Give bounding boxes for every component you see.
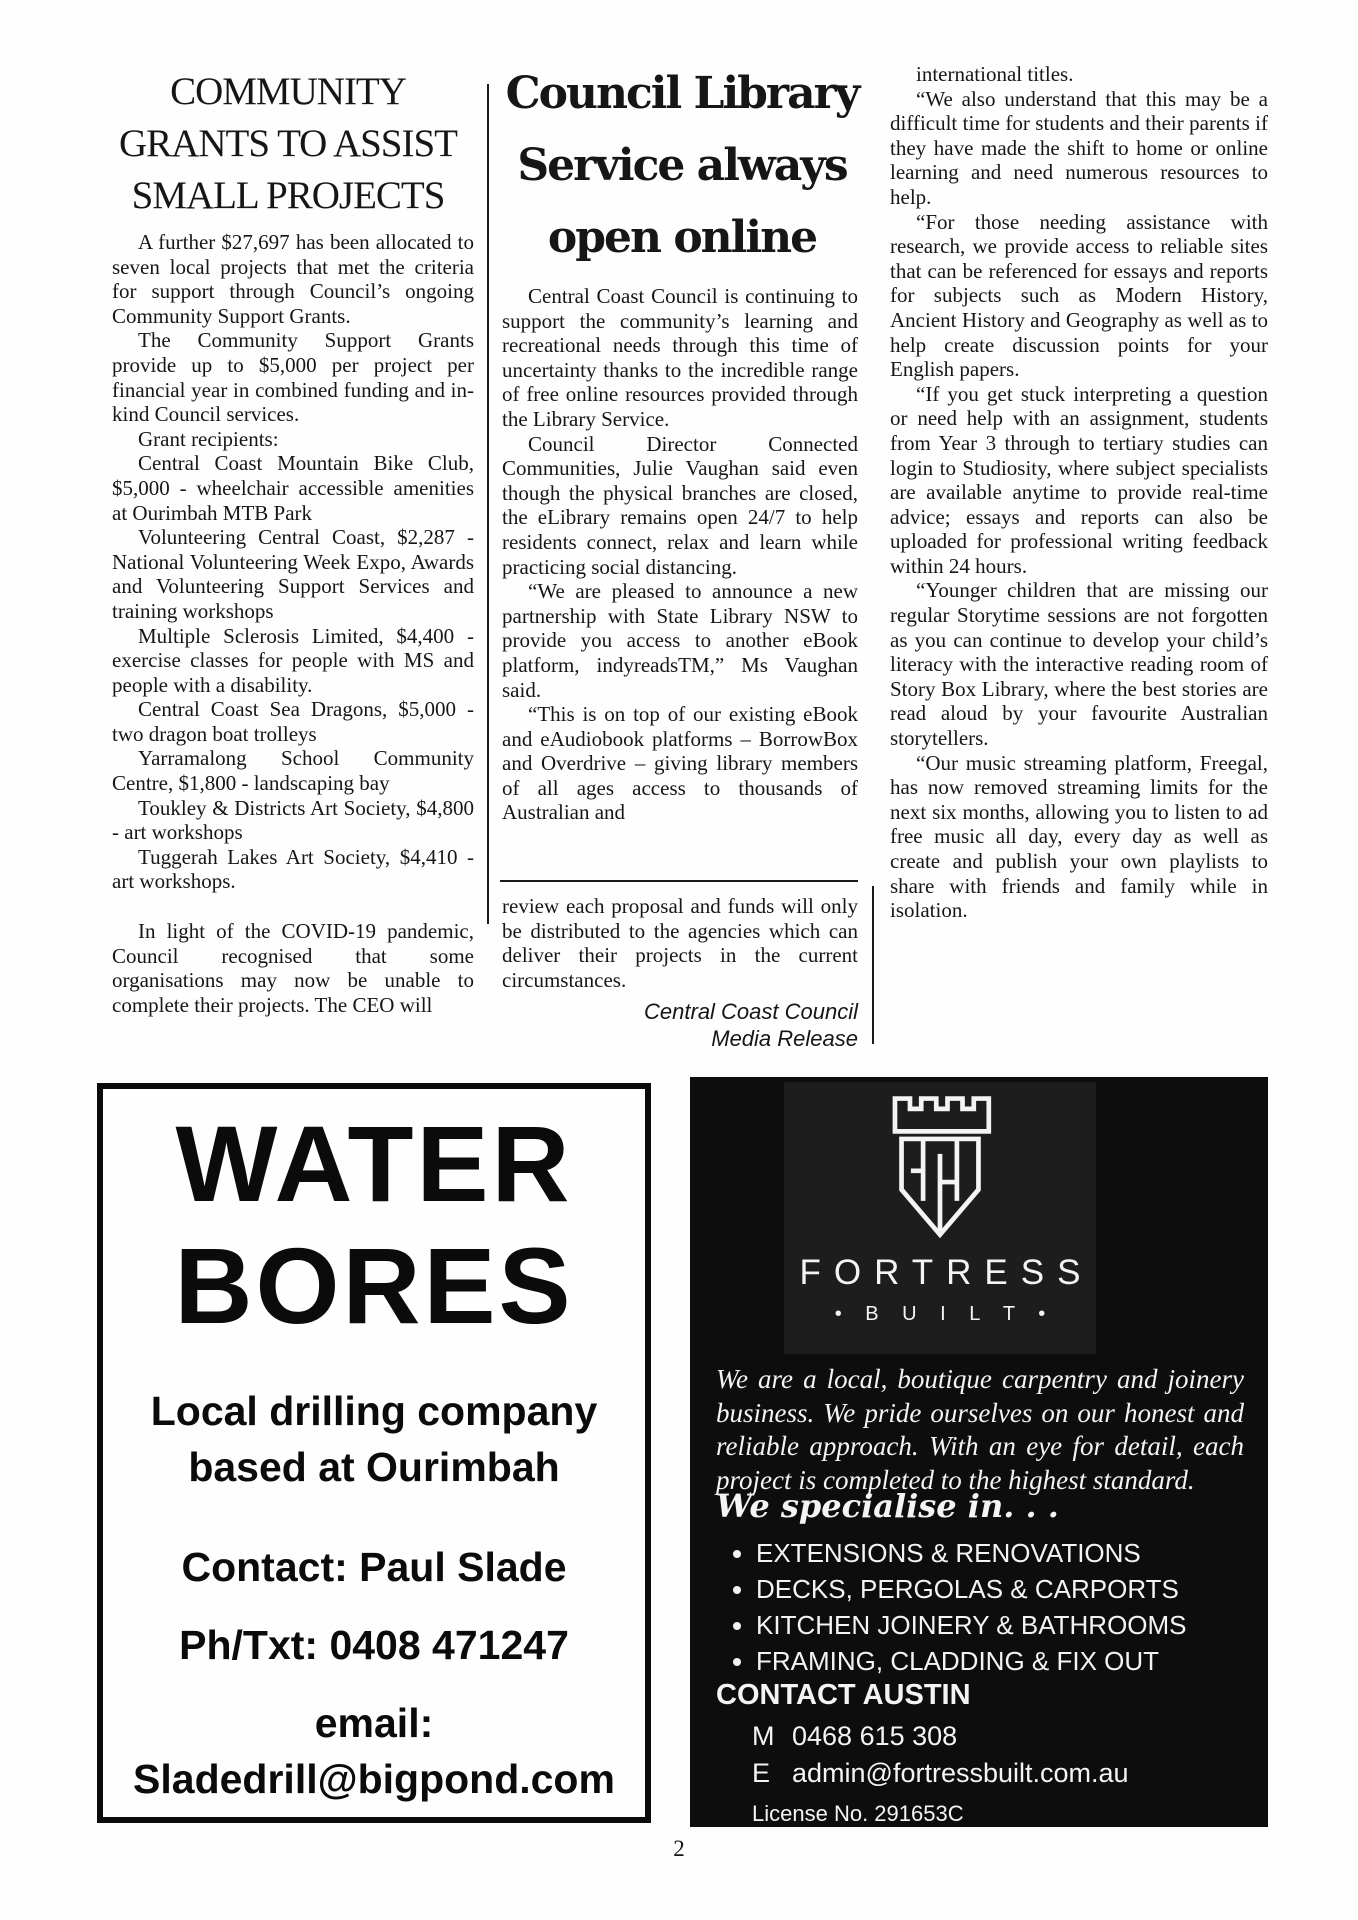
page-number: 2 — [673, 1836, 685, 1861]
fortress-email-line — [752, 1758, 1129, 1789]
article-paragraph: “This is on top of our existing eBook and eAudiobook platforms – BorrowBox and Overdrive – giving library members of all ages access to thousands of Australian and — [502, 702, 858, 825]
fortress-intro-text: We are a local, boutique carpentry and joinery business. We pride ourselves on our honest and reliable approach. With an eye for detail, each project is completed to the highest standard. — [716, 1364, 1244, 1495]
water-bores-phone: Ph/Txt: 0408 471247 — [179, 1622, 569, 1668]
mobile-number: 0468 615 308 — [792, 1721, 958, 1751]
title-line: open online — [547, 212, 817, 263]
service-item: • EXTENSIONS & RENOVATIONS — [756, 1535, 1187, 1571]
title-line: Council Library — [505, 68, 859, 119]
article-paragraph: “We are pleased to announce a new partnership with State Library NSW to provide you access to another eBook platform, indyreadsTM,” Ms Vaughan said. — [502, 579, 858, 702]
article-paragraph: review each proposal and funds will only be distributed to the agencies which can deliver their projects in the current circumstances. — [502, 894, 858, 992]
byline — [502, 998, 858, 1052]
byline-line: Media Release — [711, 1026, 858, 1052]
right-article-body — [890, 62, 1268, 923]
tagline-line: Local drilling company — [150, 1388, 598, 1434]
article-paragraph: The Community Support Grants provide up to $5,000 per project per financial year in combined funding and in-kind Council services. — [112, 328, 474, 427]
article-paragraph: Volunteering Central Coast, $2,287 - National Volunteering Week Expo, Awards and Volunteering Support Services and training workshops — [112, 525, 474, 623]
mid-article-body — [502, 284, 858, 825]
column-rule-left — [487, 84, 489, 924]
article-paragraph: “If you get stuck interpreting a question or need help with an assignment, students from Year 3 through to tertiary studies can login to Studiosity, where subject specialists are available anytime to provide real-time advice; essays and reports can also be uploaded for professional writing feedback within 24 hours. — [890, 381, 1268, 578]
article-paragraph: Central Coast Council is continuing to support the community’s learning and recreational needs through this time of uncertainty thanks to the incredible range of free online resources provided through the Library Service. — [502, 284, 858, 431]
mobile-label: M — [752, 1721, 775, 1751]
fortress-license: License No. 291653C — [752, 1801, 964, 1826]
fortress-castle-shield-icon — [888, 1092, 992, 1244]
water-bores-email-label: email: — [314, 1700, 434, 1746]
continuation-divider-rule — [500, 880, 858, 882]
article-paragraph: Yarramalong School Community Centre, $1,800 - landscaping bay — [112, 746, 474, 796]
article-paragraph: In light of the COVID-19 pandemic, Council recognised that some organisations may now be unable to complete their projects. The CEO will — [112, 919, 474, 1017]
water-bores-headline — [103, 1103, 645, 1347]
email-address: admin@fortressbuilt.com.au — [792, 1758, 1129, 1788]
fortress-built-ad — [690, 1077, 1268, 1827]
water-bores-ad — [97, 1083, 651, 1823]
water-bores-contact: Contact: Paul Slade — [181, 1544, 567, 1590]
fortress-contact-heading: CONTACT AUSTIN — [716, 1679, 971, 1711]
water-bores-email: Sladedrill@bigpond.com — [133, 1756, 615, 1802]
email-label: E — [752, 1758, 771, 1788]
article-paragraph: “Younger children that are missing our regular Storytime sessions are not forgotten as you can continue to develop your child’s literacy with the interactive reading room of Story Box Library, where the best stories are read aloud by your favourite Australian storytellers. — [890, 578, 1268, 751]
fortress-brand: FORTRESS — [799, 1253, 1094, 1292]
title-line: COMMUNITY — [170, 70, 406, 113]
title-line: Service always — [517, 140, 847, 191]
article-paragraph: Council Director Connected Communities, Julie Vaughan said even though the physical branches are closed, the eLibrary remains open 24/7 to help residents connect, relax and learn while practicing social distancing. — [502, 431, 858, 579]
title-line: GRANTS TO ASSIST — [119, 122, 457, 165]
fortress-logo-panel — [784, 1082, 1096, 1354]
article-paragraph: “For those needing assistance with research, we provide access to reliable sites that can be referenced for essays and reports for subjects such as Modern History, Ancient History and Geography as well as to help create discussion points for your English papers. — [890, 209, 1268, 382]
service-item: • KITCHEN JOINERY & BATHROOMS — [756, 1607, 1187, 1643]
headline-line: BORES — [174, 1225, 574, 1346]
column-rule-right — [872, 886, 874, 1044]
headline-line: WATER — [175, 1103, 573, 1224]
fortress-services-list — [730, 1535, 1187, 1679]
service-item: • DECKS, PERGOLAS & CARPORTS — [756, 1571, 1187, 1607]
left-article-body — [112, 230, 474, 1017]
article-paragraph: “Our music streaming platform, Freegal, has now removed streaming limits for the next six months, allowing you to listen to ad free music all day, every day as well as create and publish your own playlists to share with friends and family while in isolation. — [890, 750, 1268, 923]
article-paragraph: Grant recipients: — [138, 426, 279, 451]
fortress-mobile-line — [752, 1721, 957, 1752]
service-item: • FRAMING, CLADDING & FIX OUT — [756, 1643, 1187, 1679]
title-line: SMALL PROJECTS — [131, 174, 445, 217]
tagline-line: based at Ourimbah — [188, 1444, 560, 1490]
fortress-specialise-heading: We specialise in. . . — [716, 1487, 1059, 1525]
article-paragraph: Tuggerah Lakes Art Society, $4,410 - art workshops. — [112, 844, 474, 894]
left-article-continuation — [502, 894, 858, 1052]
left-article-title — [86, 66, 490, 222]
fortress-brand-sub: • B U I L T • — [834, 1303, 1055, 1325]
article-paragraph: Central Coast Sea Dragons, $5,000 - two dragon boat trolleys — [112, 697, 474, 746]
article-paragraph: A further $27,697 has been allocated to seven local projects that met the criteria for support through Council’s ongoing Community Support Grants. — [112, 230, 474, 328]
article-paragraph: “We also understand that this may be a difficult time for students and their parents if they have made the shift to home or online learning and need numerous resources to help. — [890, 86, 1268, 209]
article-paragraph: Central Coast Mountain Bike Club, $5,000 - wheelchair accessible amenities at Ourimbah MTB Park — [112, 451, 474, 525]
byline-line: Central Coast Council — [644, 999, 858, 1025]
mid-article-title — [492, 58, 872, 274]
article-paragraph: Multiple Sclerosis Limited, $4,400 - exercise classes for people with MS and people with a disability. — [112, 623, 474, 697]
water-bores-tagline — [103, 1383, 645, 1495]
article-paragraph: international titles. — [916, 62, 1074, 86]
article-paragraph: Toukley & Districts Art Society, $4,800 - art workshops — [112, 795, 474, 845]
